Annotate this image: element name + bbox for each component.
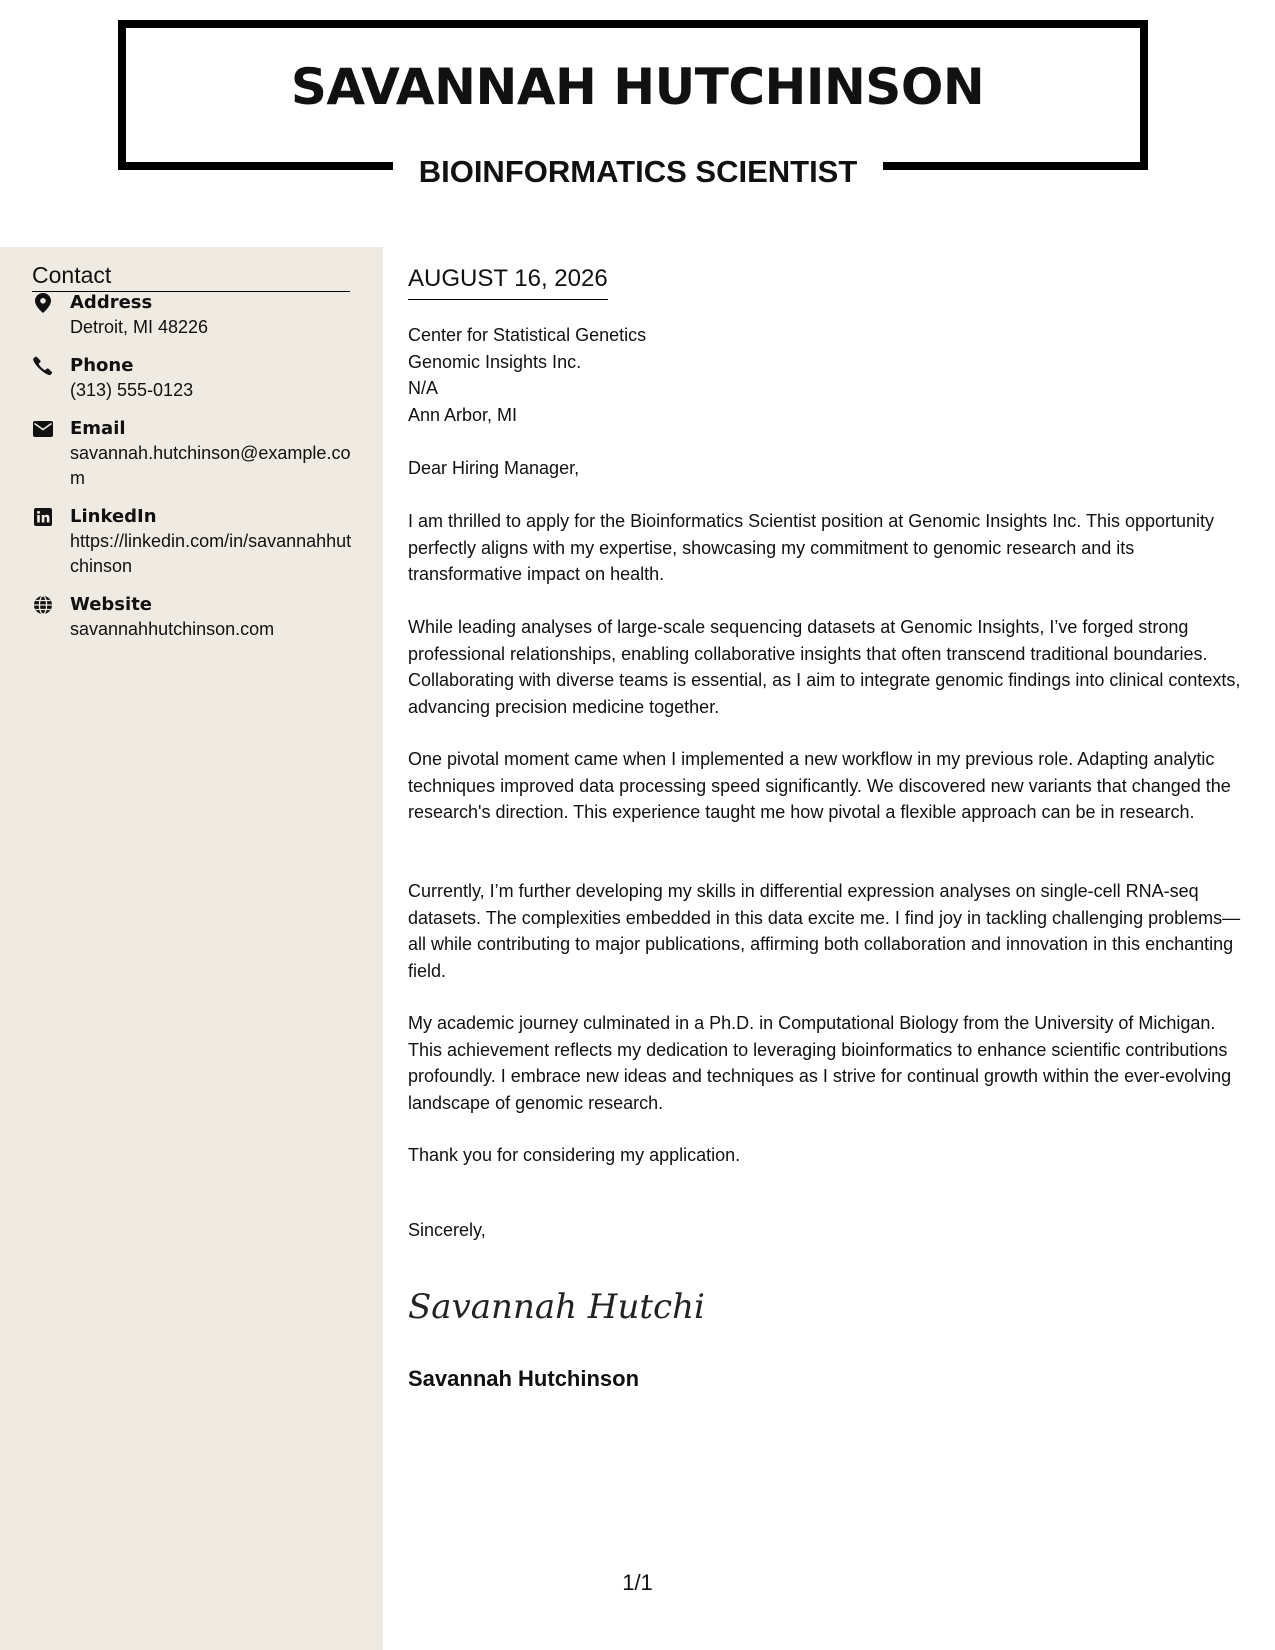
contact-label: LinkedIn <box>70 506 157 527</box>
linkedin-icon <box>32 506 54 528</box>
page-number: 1/1 <box>622 1570 653 1595</box>
contact-label: Phone <box>70 355 134 376</box>
envelope-icon <box>32 418 54 440</box>
body-paragraph: Thank you for considering my application. <box>408 1145 741 1165</box>
recipient-line: N/A <box>408 378 439 398</box>
letter-date: AUGUST 16, 2026 <box>408 265 608 300</box>
globe-icon <box>32 594 54 616</box>
contact-value: Detroit, MI 48226 <box>70 317 209 337</box>
recipient-line: Ann Arbor, MI <box>408 404 518 425</box>
contact-label: Website <box>70 594 153 615</box>
contact-heading: Contact <box>32 262 350 292</box>
contact-value: (313) 555-0123 <box>70 380 194 400</box>
recipient-block <box>408 322 646 428</box>
applicant-name: SAVANNAH HUTCHINSON <box>290 58 985 116</box>
body-paragraph: I am thrilled to apply for the Bioinformatics Scientist position at Genomic Insights Inc. This opportunity perfectly aligns with my expertise, showcasing my commitment to genomic research and its transformative impact on health. <box>408 511 1215 584</box>
job-title: BIOINFORMATICS SCIENTIST <box>393 150 883 194</box>
closing: Sincerely, <box>408 1220 486 1240</box>
contact-value: savannahhutchinson.com <box>70 619 275 639</box>
phone-icon <box>32 355 54 377</box>
body-paragraph: While leading analyses of large-scale sequencing datasets at Genomic Insights, I’ve forged strong professional relationships, enabling collaborative insights that often transcend traditional boundaries. Collaborating with diverse teams is essential, as I aim to integrate genomic findings into clinical contexts, advancing precision medicine together. <box>408 617 1241 717</box>
signed-name: Savannah Hutchinson <box>408 1366 640 1391</box>
salutation: Dear Hiring Manager, <box>408 458 580 478</box>
contact-value: https://linkedin.com/in/savannahhutchinson <box>70 531 352 576</box>
body-paragraph: My academic journey culminated in a Ph.D. in Computational Biology from the University of Michigan. This achievement reflects my dedication to leveraging bioinformatics to enhance scientific contributions profoundly. I embrace new ideas and techniques as I strive for continual growth within the ever-evolving landscape of genomic research. <box>408 1013 1232 1113</box>
signature-image <box>408 1280 705 1330</box>
recipient-line: Genomic Insights Inc. <box>408 351 582 372</box>
location-pin-icon <box>32 292 54 314</box>
body-paragraph: One pivotal moment came when I implemented a new workflow in my previous role. Adapting analytic techniques improved data processing speed significantly. We discovered new variants that changed the research's direction. This experience taught me how pivotal a flexible approach can be in research. <box>408 749 1231 822</box>
contact-value: savannah.hutchinson@example.com <box>70 443 351 488</box>
contact-label: Address <box>70 292 153 313</box>
body-paragraph: Currently, I’m further developing my skills in differential expression analyses on single-cell RNA-seq datasets. The complexities embedded in this data excite me. I find joy in tackling challenging problems—all while contributing to major publications, affirming both collaboration and innovation in this enchanting field. <box>408 881 1241 981</box>
recipient-line: Center for Statistical Genetics <box>408 325 647 345</box>
svg-text:Savannah Hutchi: Savannah Hutchi <box>408 1287 705 1327</box>
contact-label: Email <box>70 418 126 439</box>
